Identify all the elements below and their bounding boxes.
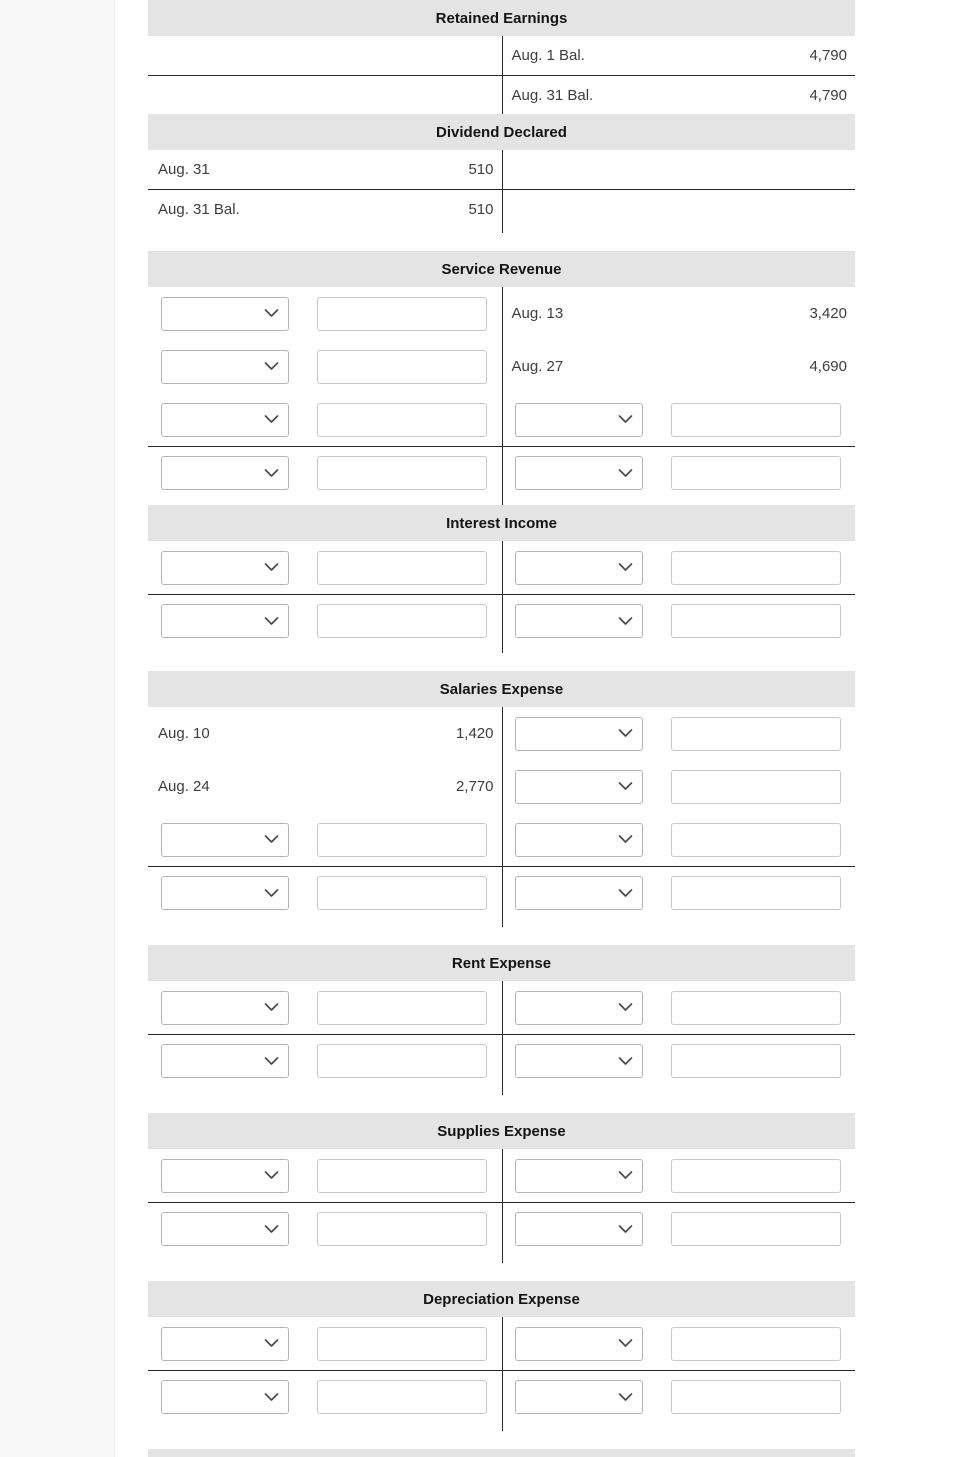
account-title: Salaries Expense [439, 680, 564, 698]
amount-input[interactable] [671, 1327, 841, 1361]
debit-cell [148, 1203, 502, 1255]
credit-cell [502, 36, 856, 75]
account-header [148, 251, 855, 287]
amount-input[interactable] [671, 551, 841, 585]
account-body [148, 150, 855, 233]
credit-cell [502, 1317, 856, 1370]
chevron-down-icon [618, 1339, 633, 1348]
date-select[interactable] [515, 876, 643, 910]
chevron-down-icon [264, 889, 279, 898]
amount-input[interactable] [671, 403, 841, 437]
chevron-down-icon [618, 563, 633, 572]
chevron-down-icon [264, 362, 279, 371]
debit-cell [148, 1035, 502, 1087]
account-body [148, 541, 855, 653]
date-select[interactable] [515, 770, 643, 804]
account-title: Service Revenue [441, 260, 562, 278]
t-account-row [148, 1149, 855, 1202]
entry-date: Aug. 13 [511, 305, 564, 322]
amount-input[interactable] [671, 1159, 841, 1193]
amount-input[interactable] [317, 456, 487, 490]
chevron-down-icon [618, 415, 633, 424]
date-select[interactable] [161, 551, 289, 585]
account-body [148, 1317, 855, 1431]
amount-input[interactable] [317, 551, 487, 585]
t-account-row [148, 75, 855, 114]
date-select[interactable] [515, 604, 643, 638]
t-account [148, 505, 855, 653]
t-account [148, 945, 855, 1095]
t-account-row [148, 541, 855, 594]
chevron-down-icon [618, 889, 633, 898]
debit-cell [148, 813, 502, 866]
credit-cell [502, 1149, 856, 1202]
chevron-down-icon [618, 1393, 633, 1402]
ledger-worksheet [148, 0, 855, 1457]
date-select[interactable] [515, 1159, 643, 1193]
date-select[interactable] [161, 1327, 289, 1361]
chevron-down-icon [264, 1057, 279, 1066]
entry-date: Aug. 27 [511, 358, 564, 375]
debit-cell [148, 393, 502, 446]
account-title: Interest Income [446, 514, 557, 532]
credit-cell [502, 393, 856, 446]
entry-date: Aug. 31 Bal. [158, 200, 240, 218]
chevron-down-icon [618, 1057, 633, 1066]
debit-cell [148, 760, 502, 813]
account-body [148, 36, 855, 114]
amount-input[interactable] [671, 717, 841, 751]
date-select[interactable] [515, 991, 643, 1025]
date-select[interactable] [515, 1044, 643, 1078]
credit-cell [502, 340, 856, 393]
account-title: Retained Earnings [435, 9, 568, 27]
debit-cell [148, 867, 502, 919]
date-select[interactable] [161, 297, 289, 331]
account-body [148, 287, 855, 505]
t-account-row [148, 594, 855, 647]
t-account-row [148, 760, 855, 813]
chevron-down-icon [618, 617, 633, 626]
entry-date: Aug. 10 [158, 725, 210, 742]
amount-input[interactable] [317, 823, 487, 857]
t-account-row [148, 707, 855, 760]
debit-cell [148, 1317, 502, 1370]
debit-cell [148, 541, 502, 594]
chevron-down-icon [264, 469, 279, 478]
entry-date: Aug. 31 Bal. [511, 86, 594, 104]
date-select[interactable] [515, 551, 643, 585]
date-select[interactable] [515, 1380, 643, 1414]
t-account [148, 0, 855, 114]
t-account [148, 671, 855, 927]
credit-cell [502, 76, 856, 114]
amount-input[interactable] [317, 1044, 487, 1078]
credit-cell [502, 287, 856, 340]
date-select[interactable] [515, 717, 643, 751]
t-account-row [148, 1317, 855, 1370]
date-select[interactable] [161, 604, 289, 638]
amount-input[interactable] [671, 876, 841, 910]
date-select[interactable] [515, 823, 643, 857]
credit-cell [502, 760, 856, 813]
credit-cell [502, 1371, 856, 1423]
date-select[interactable] [161, 1044, 289, 1078]
account-header [148, 1113, 855, 1149]
account-body [148, 981, 855, 1095]
date-select[interactable] [515, 456, 643, 490]
entry-amount: 2,770 [455, 778, 494, 795]
t-account-row [148, 36, 855, 75]
t-account-row [148, 1370, 855, 1423]
chevron-down-icon [264, 563, 279, 572]
account-header [148, 1281, 855, 1317]
debit-cell [148, 707, 502, 760]
t-account-row [148, 393, 855, 446]
account-header [148, 0, 855, 36]
account-header [148, 945, 855, 981]
chevron-down-icon [264, 1225, 279, 1234]
date-select[interactable] [161, 1159, 289, 1193]
date-select[interactable] [161, 823, 289, 857]
amount-input[interactable] [671, 770, 841, 804]
debit-cell [148, 340, 502, 393]
date-select[interactable] [161, 876, 289, 910]
amount-input[interactable] [671, 1212, 841, 1246]
credit-cell [502, 595, 856, 647]
entry-amount: 4,790 [809, 86, 847, 104]
debit-cell [148, 1371, 502, 1423]
entry-amount: 3,420 [809, 305, 847, 322]
date-select[interactable] [161, 1380, 289, 1414]
date-select[interactable] [161, 991, 289, 1025]
t-account-row [148, 150, 855, 189]
amount-input[interactable] [317, 876, 487, 910]
chevron-down-icon [264, 617, 279, 626]
chevron-down-icon [618, 1225, 633, 1234]
chevron-down-icon [264, 835, 279, 844]
entry-date: Aug. 31 [158, 161, 210, 178]
t-account-row [148, 866, 855, 919]
account-body [148, 1149, 855, 1263]
t-account-row [148, 813, 855, 866]
amount-input[interactable] [317, 991, 487, 1025]
t-account-row [148, 287, 855, 340]
chevron-down-icon [618, 469, 633, 478]
entry-amount: 4,690 [809, 358, 847, 375]
t-account [148, 1281, 855, 1431]
chevron-down-icon [618, 1171, 633, 1180]
chevron-down-icon [618, 1003, 633, 1012]
debit-cell [148, 981, 502, 1034]
account-title: Rent Expense [451, 954, 552, 972]
debit-cell [148, 76, 502, 114]
chevron-down-icon [618, 835, 633, 844]
amount-input[interactable] [671, 1380, 841, 1414]
credit-cell [502, 813, 856, 866]
credit-cell [502, 541, 856, 594]
amount-input[interactable] [317, 1380, 487, 1414]
chevron-down-icon [618, 729, 633, 738]
date-select[interactable] [515, 1327, 643, 1361]
amount-input[interactable] [317, 1159, 487, 1193]
next-account-header-partial [148, 1449, 855, 1457]
amount-input[interactable] [317, 297, 487, 331]
amount-input[interactable] [671, 456, 841, 490]
credit-cell [502, 981, 856, 1034]
credit-cell [502, 150, 856, 189]
t-account-row [148, 340, 855, 393]
t-account-row [148, 446, 855, 499]
left-gutter [0, 0, 115, 1457]
amount-input[interactable] [317, 1327, 487, 1361]
debit-cell [148, 595, 502, 647]
date-select[interactable] [161, 350, 289, 384]
amount-input[interactable] [317, 350, 487, 384]
amount-input[interactable] [317, 1212, 487, 1246]
chevron-down-icon [264, 1003, 279, 1012]
debit-cell [148, 447, 502, 499]
credit-cell [502, 1035, 856, 1087]
credit-cell [502, 190, 856, 228]
account-header [148, 505, 855, 541]
credit-cell [502, 447, 856, 499]
account-title: Supplies Expense [437, 1122, 566, 1140]
chevron-down-icon [264, 415, 279, 424]
chevron-down-icon [264, 1393, 279, 1402]
date-select[interactable] [515, 1212, 643, 1246]
account-header [148, 671, 855, 707]
entry-amount: 4,790 [809, 47, 847, 64]
t-account [148, 114, 855, 233]
debit-cell [148, 287, 502, 340]
debit-cell [148, 150, 502, 189]
entry-amount: 1,420 [455, 725, 494, 742]
entry-date: Aug. 1 Bal. [511, 47, 585, 64]
chevron-down-icon [264, 1171, 279, 1180]
amount-input[interactable] [317, 604, 487, 638]
debit-cell [148, 36, 502, 75]
account-title: Dividend Declared [436, 123, 567, 141]
amount-input[interactable] [317, 403, 487, 437]
t-account [148, 251, 855, 505]
debit-cell [148, 190, 502, 228]
date-select[interactable] [515, 403, 643, 437]
amount-input[interactable] [671, 991, 841, 1025]
t-account-row [148, 981, 855, 1034]
credit-cell [502, 867, 856, 919]
date-select[interactable] [161, 1212, 289, 1246]
account-header [148, 114, 855, 150]
t-account-row [148, 1202, 855, 1255]
debit-cell [148, 1149, 502, 1202]
amount-input[interactable] [671, 823, 841, 857]
chevron-down-icon [618, 782, 633, 791]
entry-date: Aug. 24 [158, 778, 210, 795]
t-accounts-panel [148, 0, 855, 1431]
amount-input[interactable] [671, 1044, 841, 1078]
credit-cell [502, 1203, 856, 1255]
chevron-down-icon [264, 309, 279, 318]
entry-amount: 510 [468, 200, 494, 218]
t-account [148, 1113, 855, 1263]
account-title: Depreciation Expense [423, 1290, 580, 1308]
account-body [148, 707, 855, 927]
credit-cell [502, 707, 856, 760]
date-select[interactable] [161, 403, 289, 437]
t-account-row [148, 1034, 855, 1087]
date-select[interactable] [161, 456, 289, 490]
amount-input[interactable] [671, 604, 841, 638]
t-account-row [148, 189, 855, 228]
entry-amount: 510 [468, 161, 494, 178]
chevron-down-icon [264, 1339, 279, 1348]
